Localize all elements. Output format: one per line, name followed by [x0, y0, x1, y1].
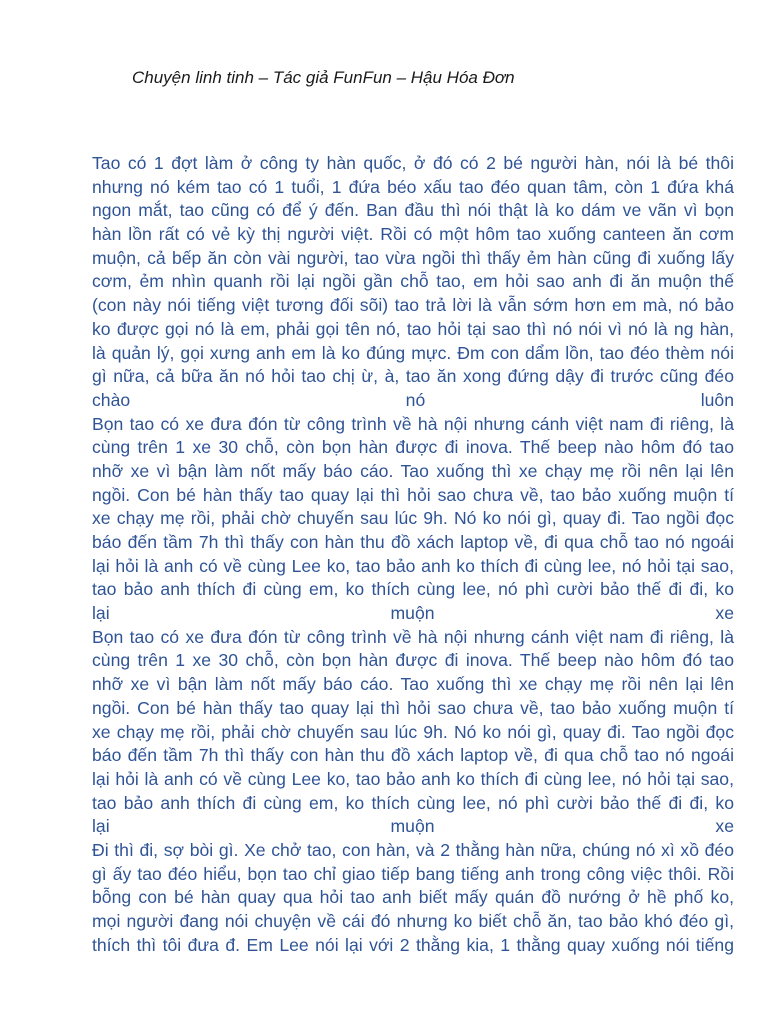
body-text-line: Đi thì đi, sợ bòi gì. Xe chở tao, con hàn, và 2 thằng hàn nữa, chúng nó xì xồ đéo	[92, 839, 734, 860]
body-text-line: Bọn tao có xe đưa đón từ công trình về hà nội nhưng cánh việt nam đi riêng, là	[92, 626, 734, 647]
body-text-line: báo đến tầm 7h thì thấy con hàn thu đồ xách laptop về, đi qua chỗ tao nó ngoái	[92, 532, 734, 552]
body-text-line: báo đến tầm 7h thì thấy con hàn thu đồ xách laptop về, đi qua chỗ tao nó ngoái	[92, 745, 734, 766]
body-text-line: thích thì tôi đưa đ. Em Lee nói lại với 2 thằng kia, 1 thằng quay xuống nói tiếng	[92, 934, 734, 955]
body-text-line: ngồi. Con bé hàn thấy tao quay lại thì hỏi sao chưa về, tao bảo xuống muộn tí	[92, 484, 734, 505]
body-text-line: bỗng con bé hàn quay qua hỏi tao anh biết mấy quán đồ nướng ở hề phố ko,	[92, 887, 734, 908]
body-text-line: nhưng nó kém tao có 1 tuổi, 1 đứa béo xấu tao đéo quan tâm, còn 1 đứa khá	[92, 176, 734, 197]
body-text-line: xe chạy mẹ rồi, phải chờ chuyến sau lúc 9h. Nó ko nói gì, quay đi. Tao ngồi đọc	[92, 508, 734, 529]
body-text-line: nhỡ xe vì bận làm nốt mấy báo cáo. Tao xuống thì xe chạy mẹ rồi nên lại lên	[92, 674, 734, 695]
body-text-line: lại hỏi là anh có về cùng Lee ko, tao bảo anh ko thích đi cùng lee, nó hỏi tại sao,	[92, 768, 734, 789]
body-text-line: muộn, cả bếp ăn còn vài người, tao vừa ngồi thì thấy ẻm hàn cũng đi xuống lấy	[92, 247, 734, 268]
body-text-line: ngồi. Con bé hàn thấy tao quay lại thì hỏi sao chưa về, tao bảo xuống muộn tí	[92, 697, 734, 718]
body-text-line: tao bảo anh thích đi cùng em, ko thích cùng lee, nó phì cười bảo thế đi đi, ko	[92, 579, 734, 600]
body-text-line: cùng trên 1 xe 30 chỗ, còn bọn hàn được đi inova. Thế beep nào hôm đó tao	[92, 650, 734, 671]
body-text-line: Tao có 1 đợt làm ở công ty hàn quốc, ở đó có 2 bé người hàn, nói là bé thôi	[92, 153, 734, 173]
body-text-line: mọi người đang nói chuyện về cái đó nhưng ko biết chỗ ăn, tao bảo khó đéo gì,	[92, 911, 734, 931]
body-text-line: hàn lồn rất có vẻ kỳ thị người việt. Rồi có một hôm tao xuống canteen ăn cơm	[92, 224, 734, 245]
body-text-line: lại hỏi là anh có về cùng Lee ko, tao bảo anh ko thích đi cùng lee, nó hỏi tại sao,	[92, 555, 734, 576]
body-text-line: gì nữa, cả bữa ăn nó hỏi tao chị ừ, à, tao ăn xong đứng dậy đi trước cũng đéo	[92, 366, 734, 387]
body-text-line: cơm, ẻm nhìn quanh rồi lại ngồi gần chỗ tao, em hỏi sao anh đi ăn muộn thế	[92, 271, 734, 292]
body-text-line: ngon mắt, tao cũng có để ý đến. Ban đầu thì nói thật là ko dám ve vãn vì bọn	[92, 200, 734, 221]
body-text-line: chào nó luôn	[92, 389, 734, 410]
body-text-line: tao bảo anh thích đi cùng em, ko thích cùng lee, nó phì cười bảo thế đi đi, ko	[92, 792, 734, 813]
body-text-line: gì ấy tao đéo hiểu, bọn tao chỉ giao tiếp bang tiếng anh trong công việc thôi. Rồi	[92, 863, 734, 884]
body-text-line: lại muộn xe	[92, 603, 734, 624]
body-text-line: xe chạy mẹ rồi, phải chờ chuyến sau lúc 9h. Nó ko nói gì, quay đi. Tao ngồi đọc	[92, 721, 734, 742]
body-text-line: lại muộn xe	[92, 816, 734, 837]
document-body	[92, 152, 734, 957]
body-text-line: nhỡ xe vì bận làm nốt mấy báo cáo. Tao xuống thì xe chạy mẹ rồi nên lại lên	[92, 460, 734, 481]
body-text-line: cùng trên 1 xe 30 chỗ, còn bọn hàn được đi inova. Thế beep nào hôm đó tao	[92, 437, 734, 458]
document-title: Chuyện linh tinh – Tác giả FunFun – Hậu Hóa Đơn	[132, 68, 515, 87]
body-text-line: ko được gọi nó là em, phải gọi tên nó, tao hỏi tại sao thì nó nói vì nó là ng hàn,	[92, 318, 734, 339]
body-text-line: là quản lý, gọi xưng anh em là ko đúng mực. Đm con dẩm lồn, tao đéo thèm nói	[92, 342, 734, 363]
body-text-line: (con này nói tiếng việt tương đối sõi) tao trả lời là vẫn sớm hơn em mà, nó bảo	[92, 295, 734, 316]
body-text-line: Bọn tao có xe đưa đón từ công trình về hà nội nhưng cánh việt nam đi riêng, là	[92, 413, 734, 434]
